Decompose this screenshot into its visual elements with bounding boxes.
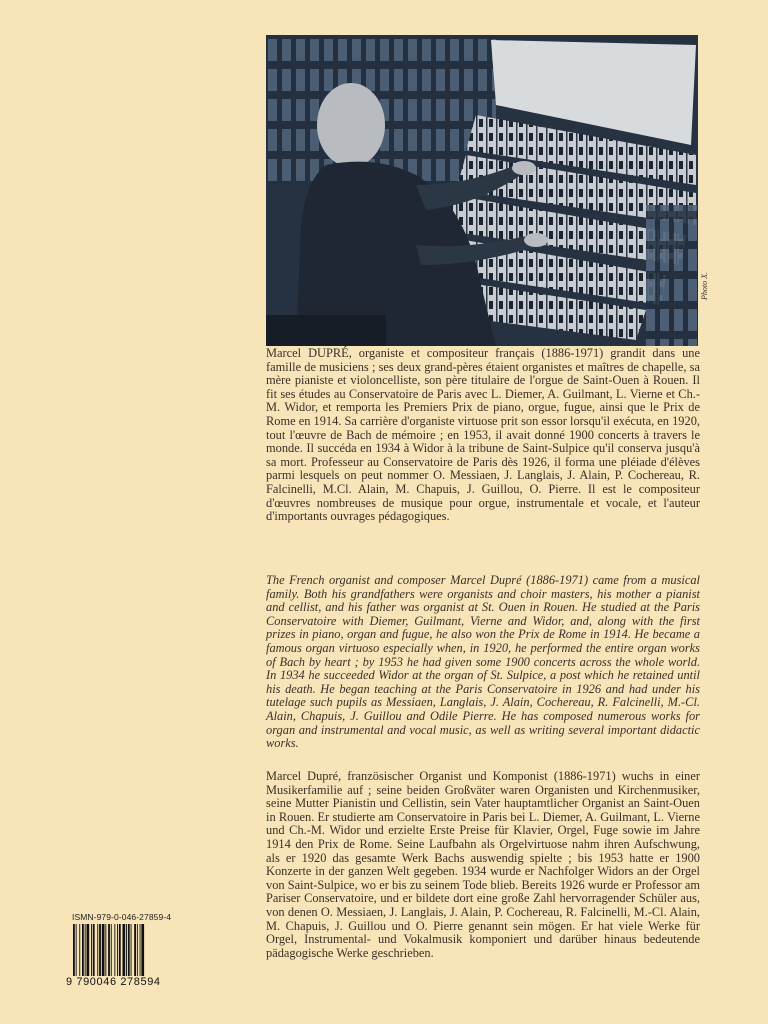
barcode-bar xyxy=(79,924,80,980)
barcode-bar xyxy=(128,924,130,980)
barcode-bar xyxy=(117,924,118,980)
organist-photo-image xyxy=(266,35,698,346)
barcode-bar xyxy=(82,924,84,980)
french-paragraph: Marcel DUPRÉ, organiste et compositeur français (1886-1971) grandit dans une famille de musiciens ; ses deux grand-pères étaient organistes et maîtres de chapelle, sa mère pianiste et violoncelliste, son père titulaire de l'orgue de Saint-Ouen à Rouen. Il fit ses études au Conservatoire de Paris avec L. Diemer, A. Guilmant, L. Vierne et Ch.-M. Widor, et remporta les Premiers Prix de piano, orgue, fugue, ainsi que le Prix de Rome en 1914. Sa carrière d'organiste virtuose prit son essor lorsqu'il exécuta, en 1920, tout l'œuvre de Bach de mémoire ; en 1953, il avait donné 1900 concerts à travers le monde. Il succéda en 1934 à Widor à la tribune de Saint-Sulpice qu'il conserva jusqu'à sa mort. Professeur au Conservatoire de Paris dès 1926, il forma une pléiade d'élèves parmi lesquels on peut nommer O. Messiaen, J. Langlais, J. Alain, P. Cochereau, R. Falcinelli, M.Cl. Alain, M. Chapuis, J. Guillou, O. Pierre. Il est le compositeur d'œuvres nombreuses de musique pour orgue, instrumentale et vocale, et l'auteur d'importants ouvrages pédagogiques. xyxy=(266,346,700,524)
english-paragraph: The French organist and composer Marcel Dupré (1886-1971) came from a musical family. Both his grandfathers were organists and choir masters, his mother a pianist and cellist, and his father was organist at St. Ouen in Rouen. He studied at the Paris Conservatoire with Diemer, Guilmant, Vierne and Widor, and, along with the first prizes in piano, organ and fugue, he also won the Prix de Rome in 1914. He became a famous organ virtuoso especially when, in 1920, he performed the entire organ works of Bach by heart ; by 1953 he had given some 1900 concerts across the whole world. In 1934 he succeeded Widor at the organ of St. Sulpice, a post which he retained until his death. He began teaching at the Paris Conservatoire in 1926 and had under his tutelage such pupils as Messiaen, Langlais, J. Alain, Cochereau, R. Falcinelli, M.-Cl. Alain, Chapuis, J. Guillou and Odile Pierre. He has composed numerous works for organ and instrumental and vocal music, as well as writing several important didactic works. xyxy=(266,573,700,751)
barcode-bar xyxy=(99,924,101,980)
barcode-bar xyxy=(93,924,95,980)
barcode-bar xyxy=(91,924,92,980)
german-biography xyxy=(266,770,700,960)
barcode-bar xyxy=(114,924,115,980)
organist-photo xyxy=(266,35,698,346)
barcode-bar xyxy=(102,924,105,980)
barcode-bar xyxy=(123,924,126,980)
barcode-bar xyxy=(137,924,138,980)
barcode-number: 9 790046 278594 xyxy=(66,976,161,988)
barcode-bar xyxy=(131,924,132,980)
ismn-label: ISMN-979-0-046-27859-4 xyxy=(72,912,172,922)
french-biography xyxy=(266,347,700,524)
english-biography xyxy=(266,574,700,751)
barcode-bar xyxy=(87,924,90,980)
barcode-bar xyxy=(126,924,127,980)
german-paragraph: Marcel Dupré, französischer Organist und Komponist (1886-1971) wuchs in einer Musikerfamilie auf ; seine beiden Großväter waren Organisten und Kirchenmusiker, seine Mutter Pianistin und Cellistin, sein Vater hauptamtlicher Organist an Saint-Ouen in Rouen. Er studierte am Conservatoire in Paris bei L. Diemer, A. Guilmant, L. Vierne und Ch.-M. Widor und erzielte Erste Preise für Klavier, Orgel, Fuge sowie im Jahre 1914 den Prix de Rome. Seine Laufbahn als Orgelvirtuose nahm ihren Aufschwung, als er 1920 das gesamte Werk Bachs auswendig spielte ; bis 1953 hatte er 1900 Konzerte in der ganzen Welt gegeben. 1934 wurde er Nachfolger Widors an der Orgel von Saint-Sulpice, wo er bis zu seinem Tode blieb. Bereits 1926 wurde er Professor am Pariser Conservatoire, und er bildete dort eine große Zahl hervorragender Schüler aus, von denen O. Messiaen, J. Langlais, J. Alain, P. Cochereau, R. Falcinelli, M.-Cl. Alain, M. Chapuis, J. Guillou und O. Pierre genannt sein mögen. Er hat viele Werke für Orgel, Instrumental- und Vokalmusik komponiert und darüber hinaus bedeutende pädagogische Werke geschrieben. xyxy=(266,769,700,960)
barcode-bar xyxy=(97,924,98,980)
barcode-bar xyxy=(134,924,136,980)
barcode-bar xyxy=(119,924,121,980)
photo-credit: Photo X. xyxy=(700,272,709,300)
barcode-bar xyxy=(140,924,141,980)
barcode-bar xyxy=(111,924,112,980)
barcode-bar xyxy=(85,924,86,980)
barcode-bar xyxy=(105,924,106,980)
